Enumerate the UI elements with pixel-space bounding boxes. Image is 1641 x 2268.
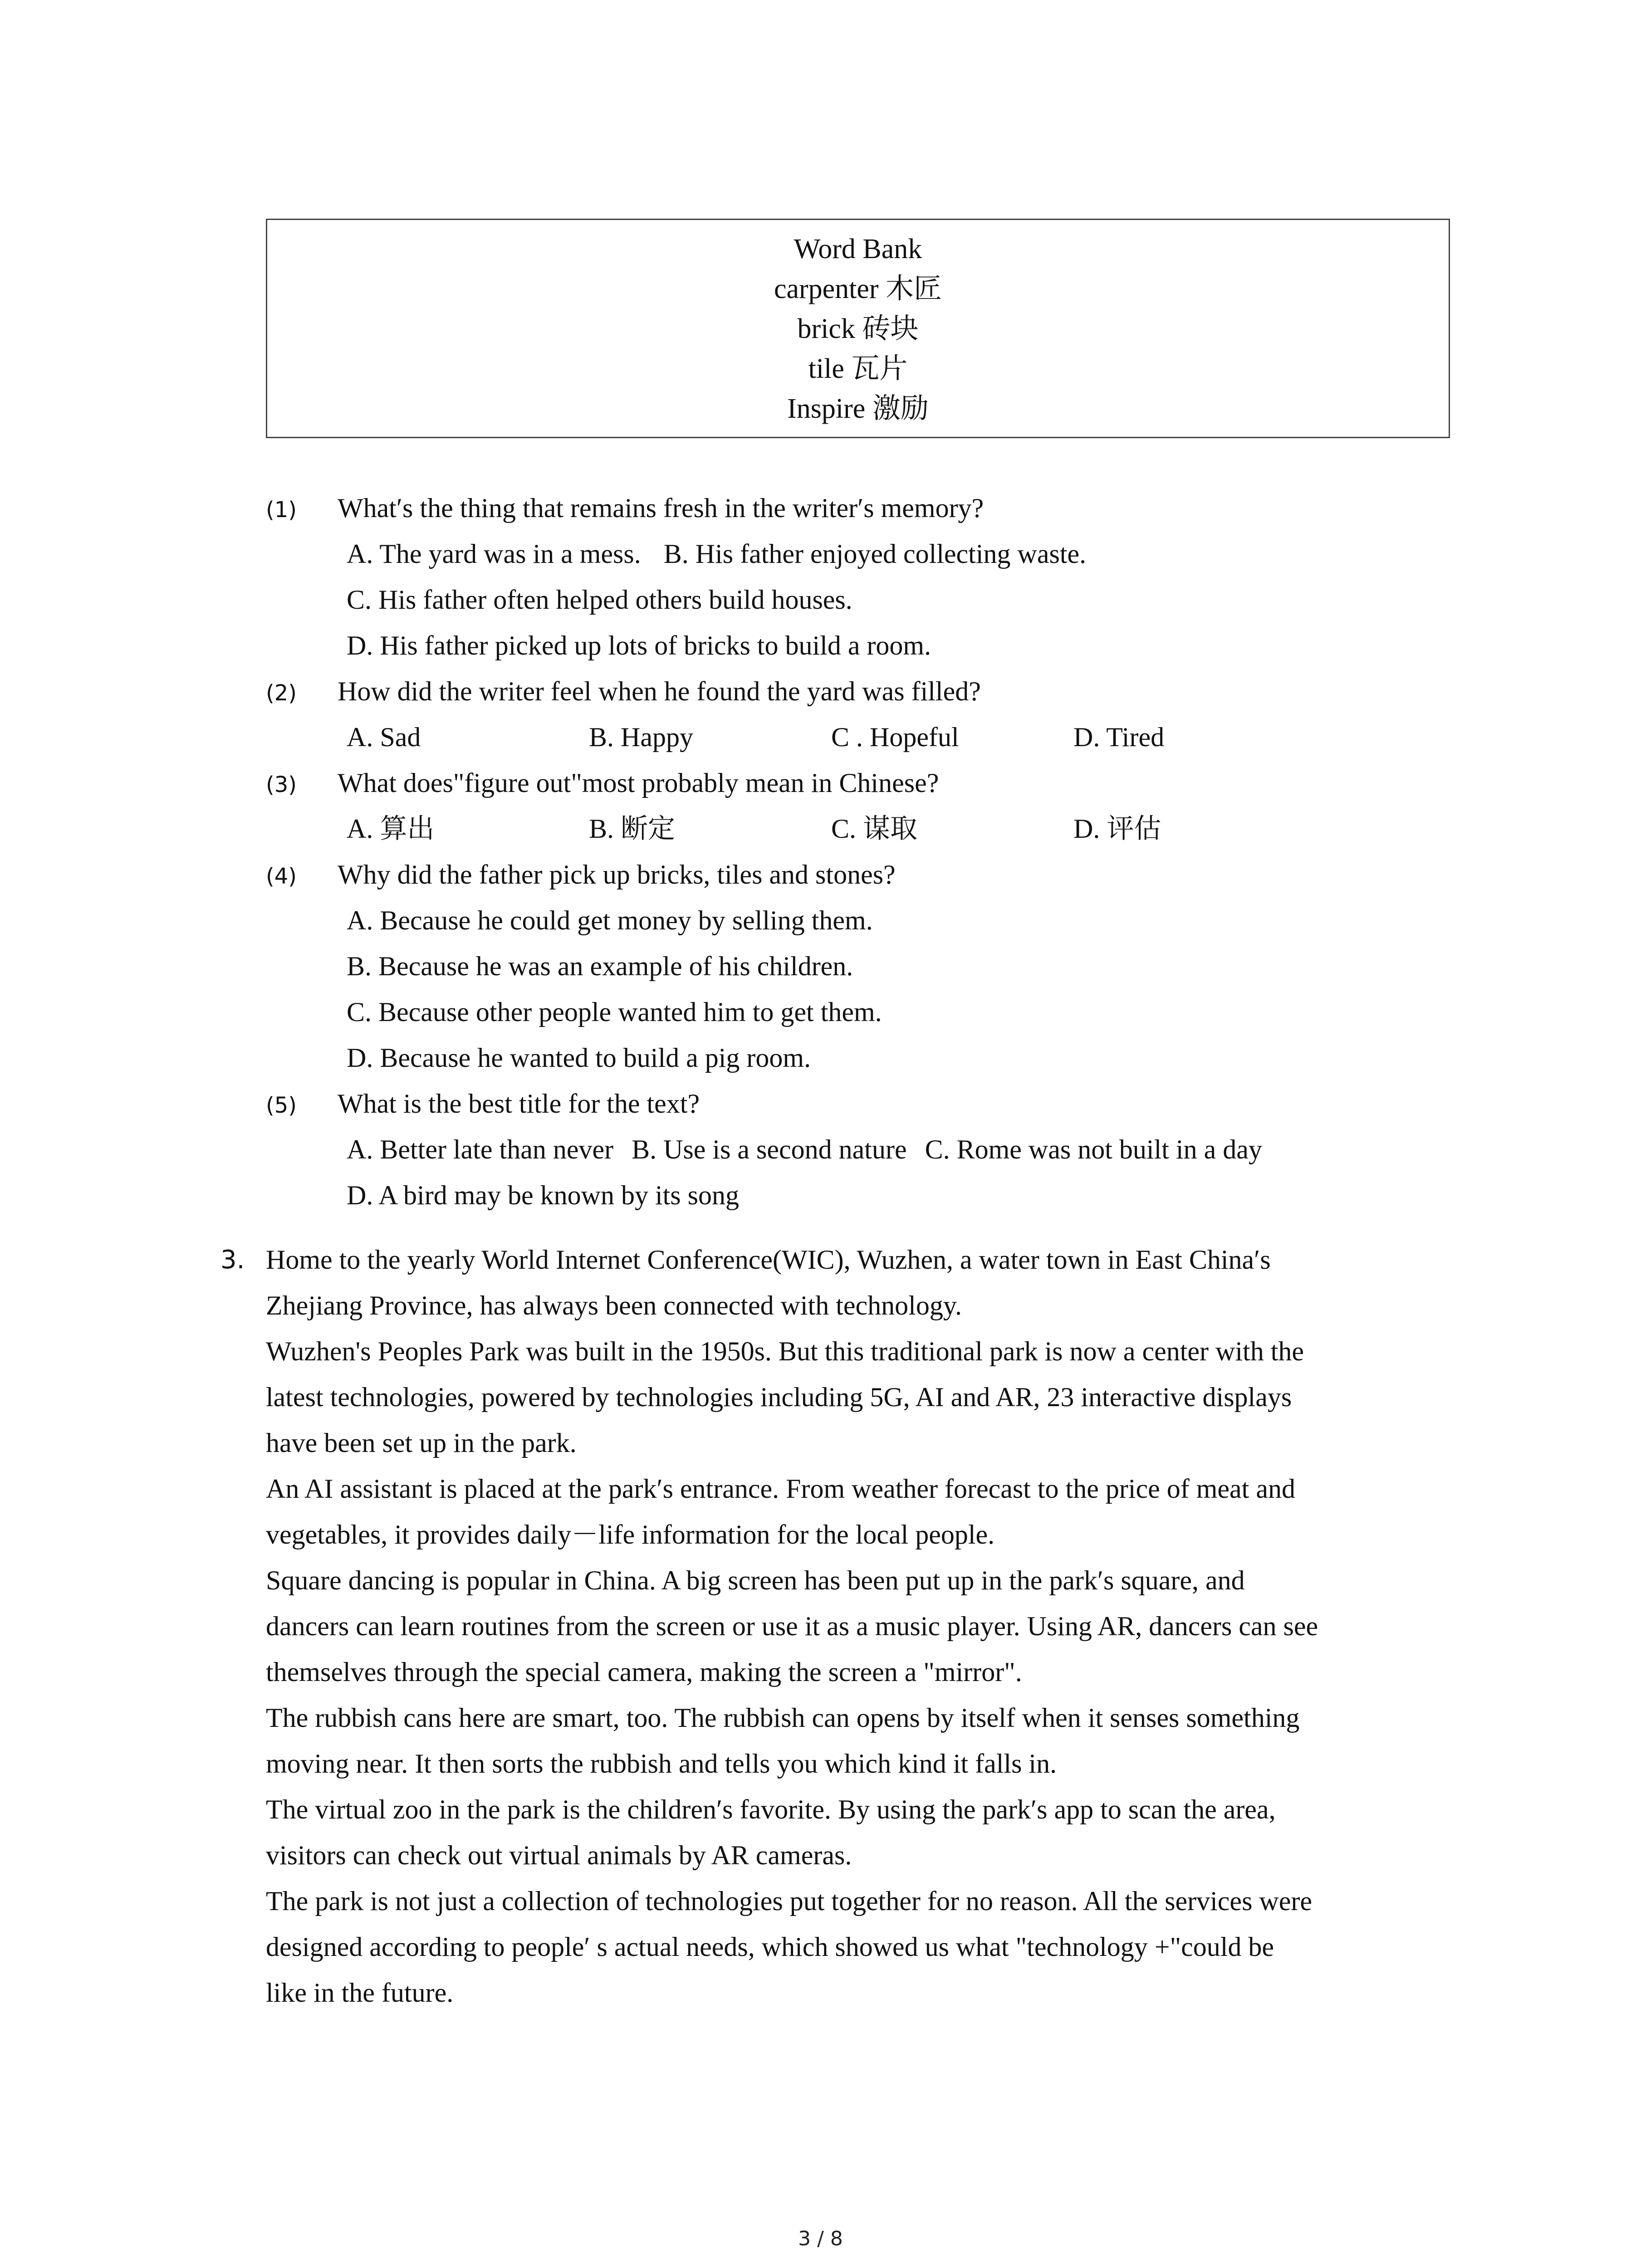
word-bank-entry: carpenter 木匠 — [774, 274, 942, 304]
option-a: A. 算出 — [347, 814, 435, 844]
option-c: C. 谋取 — [831, 814, 918, 844]
option-b: B. 断定 — [589, 814, 676, 844]
question-1 — [266, 485, 1491, 531]
question-number: (5) — [266, 1093, 297, 1118]
option-line — [266, 531, 1491, 577]
question-stem: What′s the thing that remains fresh in the writer′s memory? — [338, 493, 984, 523]
passage-line: Zhejiang Province, has always been connected with technology. — [266, 1290, 962, 1320]
option-c: C . Hopeful — [831, 722, 959, 752]
option: C. Because other people wanted him to get them. — [347, 997, 882, 1027]
word-bank-box — [266, 219, 1450, 438]
option: B. Because he was an example of his children. — [347, 951, 853, 981]
passage-body — [266, 1237, 1468, 2016]
question-number: (1) — [266, 497, 297, 523]
passage-line: Square dancing is popular in China. A big screen has been put up in the park′s square, and — [266, 1565, 1245, 1595]
option: C. His father often helped others build houses. — [347, 585, 852, 615]
question-5 — [266, 1081, 1491, 1127]
passage-line: vegetables, it provides daily－life information for the local people. — [266, 1520, 995, 1549]
option-line — [266, 623, 1491, 669]
passage-line: visitors can check out virtual animals by AR cameras. — [266, 1840, 852, 1870]
option-grid — [266, 714, 1491, 760]
option-d: D. Tired — [1073, 722, 1165, 752]
passage-line: Wuzhen's Peoples Park was built in the 1950s. But this traditional park is now a center with the — [266, 1336, 1304, 1366]
option: A. Because he could get money by selling them. — [347, 905, 873, 935]
passage-line: The rubbish cans here are smart, too. The rubbish can opens by itself when it senses something — [266, 1703, 1300, 1733]
passage-number: 3. — [220, 1245, 245, 1275]
passage-line: dancers can learn routines from the screen or use it as a music player. Using AR, dancers can see — [266, 1611, 1318, 1641]
reading-passage — [220, 1237, 1468, 2016]
option: D. Because he wanted to build a pig room. — [347, 1043, 811, 1073]
option-b: B. Happy — [589, 722, 693, 752]
passage-line: designed according to people′ s actual needs, which showed us what "technology +"could be — [266, 1932, 1274, 1962]
option: A. Better late than never — [347, 1134, 614, 1164]
question-stem: What does"figure out"most probably mean in Chinese? — [338, 768, 939, 798]
passage-line: like in the future. — [266, 1978, 454, 2008]
option-line — [266, 898, 1491, 943]
option-d: D. 评估 — [1073, 814, 1161, 844]
option: B. His father enjoyed collecting waste. — [663, 539, 1087, 569]
word-bank-entry: tile 瓦片 — [808, 353, 908, 384]
page-number: 3 / 8 — [798, 2227, 843, 2250]
question-stem: Why did the father pick up bricks, tiles and stones? — [338, 860, 896, 890]
option-line — [266, 1173, 1491, 1218]
word-bank-entry: Inspire 激励 — [787, 393, 929, 424]
word-bank-entry: brick 砖块 — [797, 313, 919, 344]
passage-line: The park is not just a collection of technologies put together for no reason. All the services were — [266, 1886, 1312, 1916]
passage-line: The virtual zoo in the park is the children′s favorite. By using the park′s app to scan the area, — [266, 1794, 1276, 1824]
option: D. A bird may be known by its song — [347, 1180, 739, 1210]
passage-line: moving near. It then sorts the rubbish and tells you which kind it falls in. — [266, 1749, 1057, 1779]
question-number: (4) — [266, 864, 297, 889]
option-line — [266, 943, 1491, 989]
question-2 — [266, 669, 1491, 714]
passage-line: have been set up in the park. — [266, 1428, 577, 1458]
question-list — [266, 485, 1491, 1218]
question-number: (3) — [266, 772, 297, 797]
option: D. His father picked up lots of bricks to build a room. — [347, 631, 931, 660]
question-stem: How did the writer feel when he found the yard was filled? — [338, 676, 981, 706]
question-number: (2) — [266, 680, 297, 706]
option-a: A. Sad — [347, 722, 421, 752]
question-stem: What is the best title for the text? — [338, 1089, 700, 1119]
passage-line: Home to the yearly World Internet Conference(WIC), Wuzhen, a water town in East China′s — [266, 1245, 1271, 1275]
question-3 — [266, 760, 1491, 806]
option: C. Rome was not built in a day — [925, 1134, 1262, 1164]
option-line — [266, 1127, 1491, 1173]
passage-line: An AI assistant is placed at the park′s entrance. From weather forecast to the price of meat and — [266, 1474, 1295, 1504]
option-line — [266, 577, 1491, 623]
question-4 — [266, 852, 1491, 898]
word-bank-title: Word Bank — [794, 234, 922, 264]
passage-line: themselves through the special camera, making the screen a "mirror". — [266, 1657, 1022, 1687]
option: B. Use is a second nature — [632, 1134, 907, 1164]
option: A. The yard was in a mess. — [347, 539, 641, 569]
passage-line: latest technologies, powered by technologies including 5G, AI and AR, 23 interactive displays — [266, 1382, 1292, 1412]
option-line — [266, 1035, 1491, 1081]
option-line — [266, 989, 1491, 1035]
option-grid — [266, 806, 1491, 852]
